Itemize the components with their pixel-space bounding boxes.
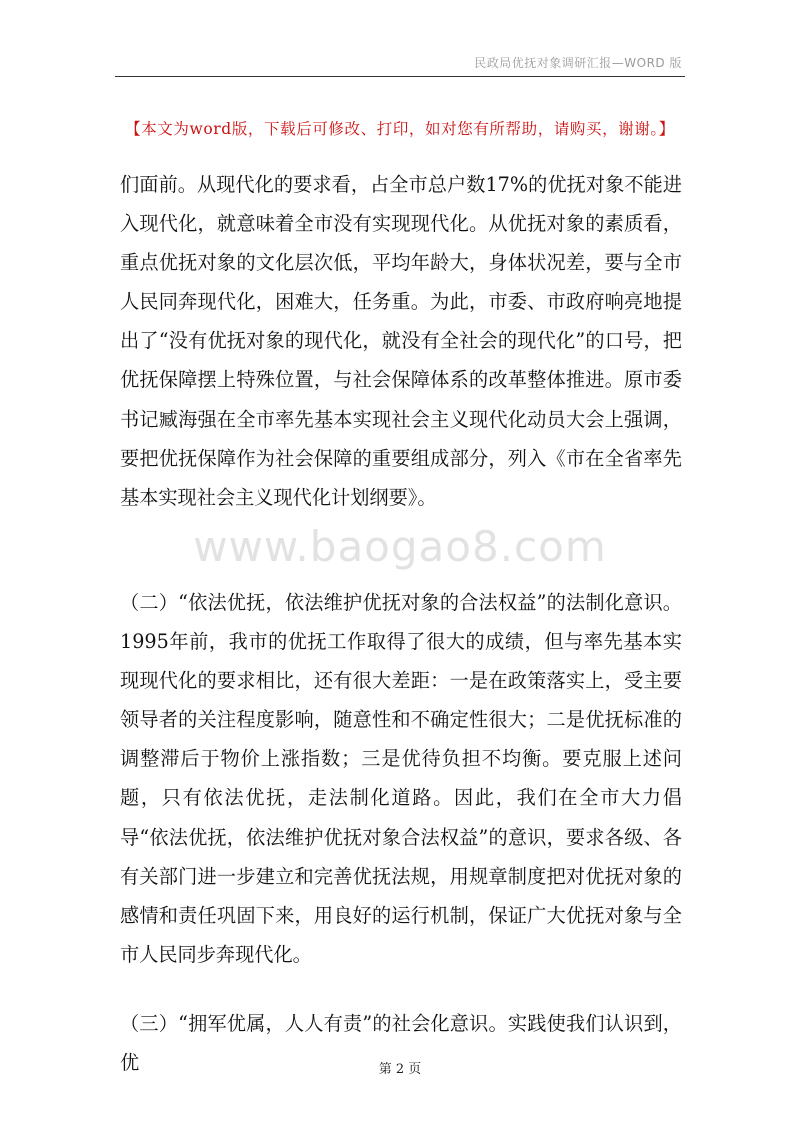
page-number: 第 2 页 [378, 1062, 422, 1077]
page-header-title: 民政局优抚对象调研汇报—WORD 版 [474, 56, 682, 70]
download-notice: 【本文为word版，下载后可修改、打印，如对您有所帮助，请购买，谢谢。】 [125, 120, 675, 138]
body-paragraph: （三）“拥军优属，人人有责”的社会化意识。实践使我们认识到，优 [120, 1012, 682, 1075]
body-paragraph: 们面前。从现代化的要求看，占全市总户数17%的优抚对象不能进入现代化，就意味着全市没有实现现代化。从优抚对象的素质看，重点优抚对象的文化层次低，平均年龄大，身体状况差，要与全市人民同奔现代化，困难大，任务重。为此，市委、市政府响亮地提出了“没有优抚对象的现代化，就没有全社会的现代化”的口号，把优抚保障摆上特殊位置，与社会保障体系的改革整体推进。原市委书记臧海强在全市率先基本实现社会主义现代化动员大会上强调，要把优抚保障作为社会保障的重要组成部分，列入《市在全省率先基本实现社会主义现代化计划纲要》。 [120, 173, 682, 509]
watermark-text: www.baogao8.com [193, 522, 607, 571]
body-paragraph: （二）“依法优抚，依法维护优抚对象的合法权益”的法制化意识。1995年前，我市的优抚工作取得了很大的成绩，但与率先基本实现现代化的要求相比，还有很大差距：一是在政策落实上，受主要领导者的关注程度影响，随意性和不确定性很大；二是优抚标准的调整滞后于物价上涨指数；三是优待负担不均衡。要克服上述问题，只有依法优抚，走法制化道路。因此，我们在全市大力倡导“依法优抚，依法维护优抚对象合法权益”的意识，要求各级、各有关部门进一步建立和完善优抚法规，用规章制度把对优抚对象的感情和责任巩固下来，用良好的运行机制，保证广大优抚对象与全市人民同步奔现代化。 [120, 591, 682, 966]
header-divider [115, 76, 685, 77]
